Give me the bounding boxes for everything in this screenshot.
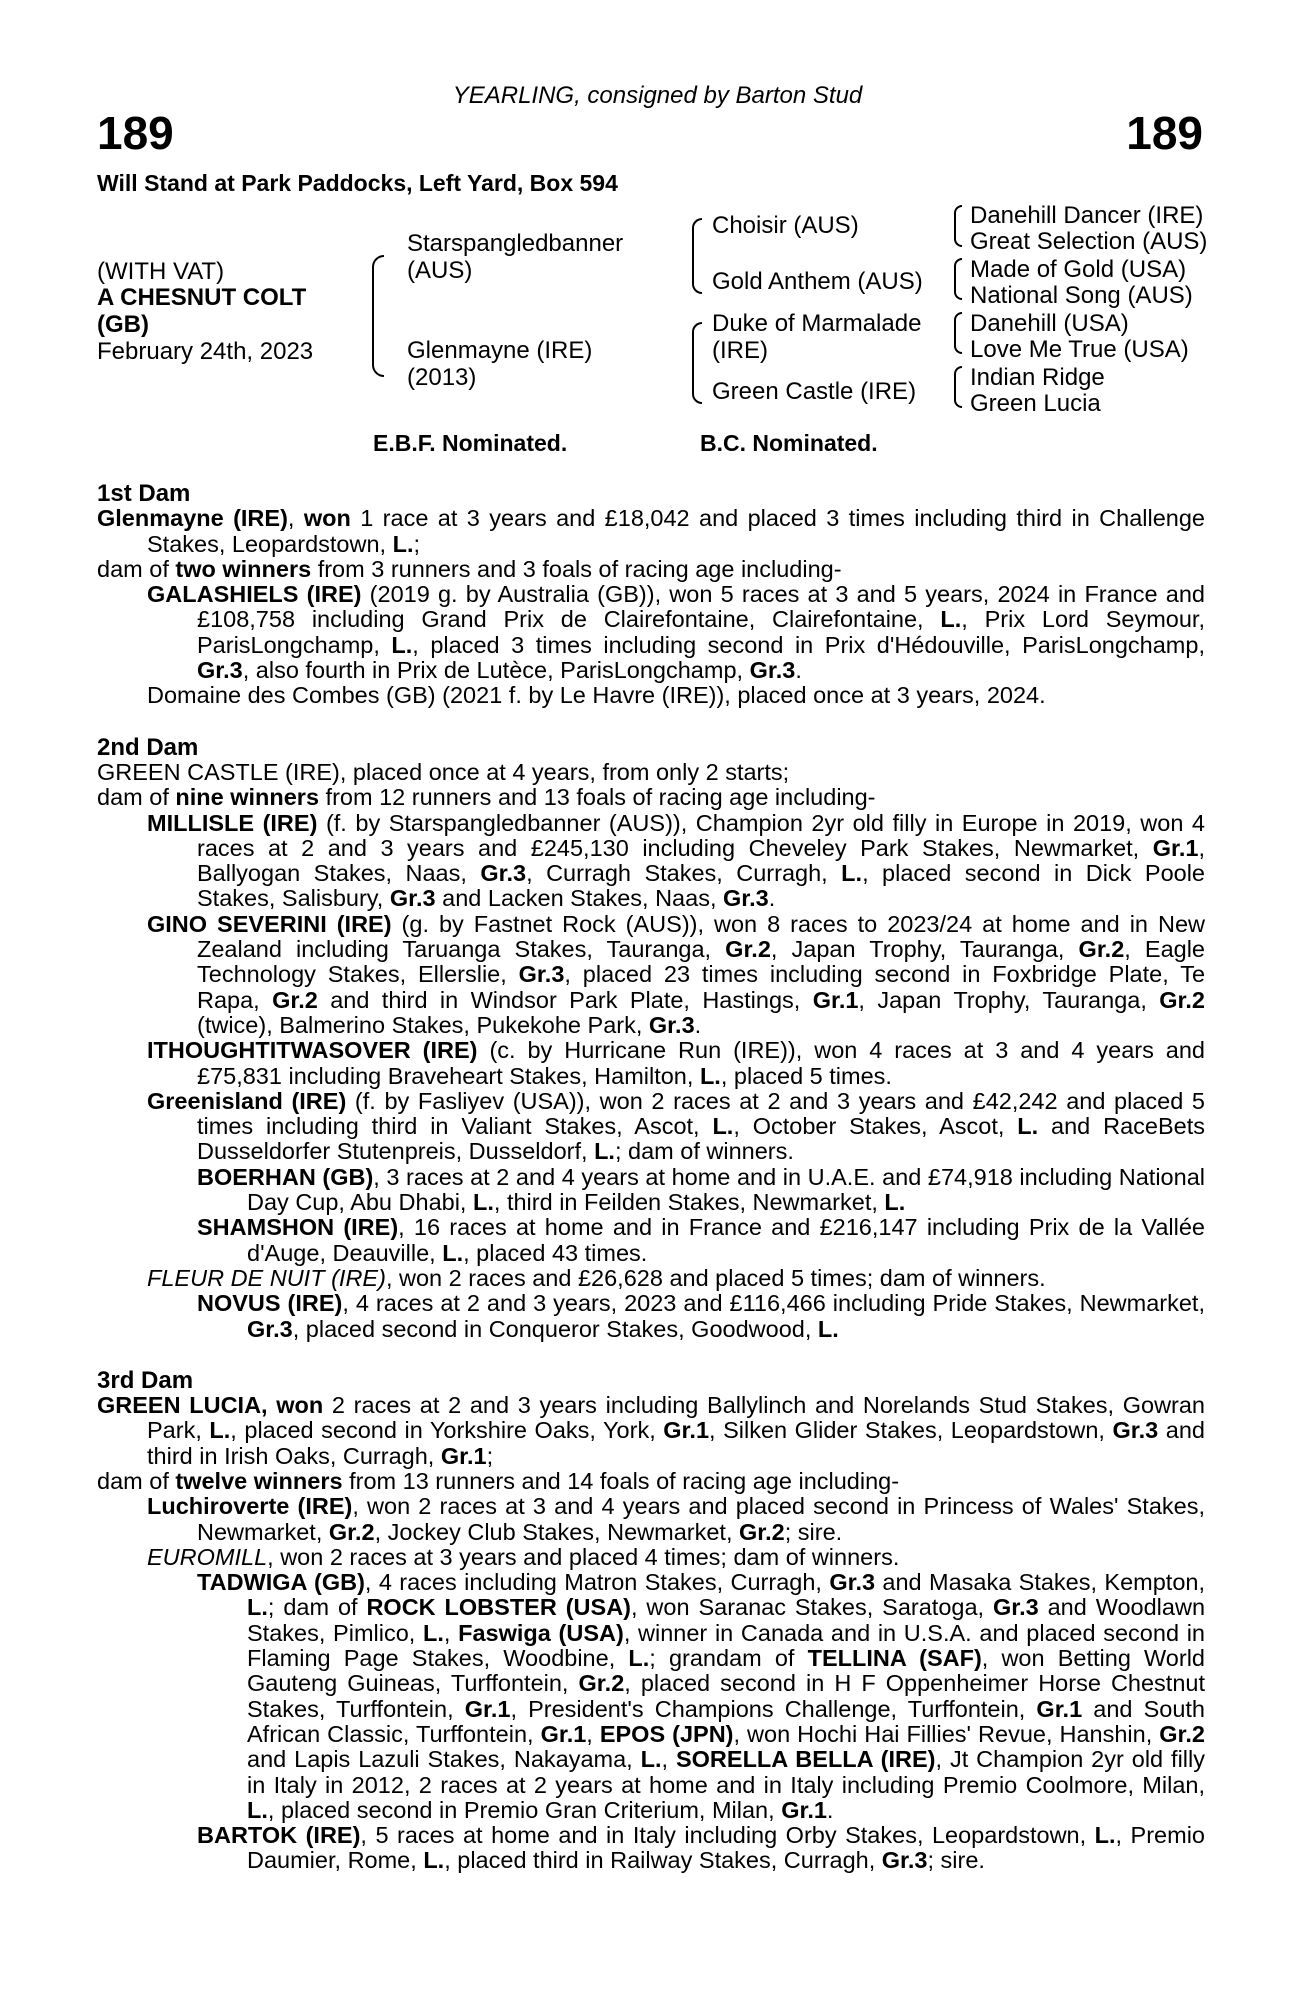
bracket-dam-parents [692,322,702,404]
sire-dam: Gold Anthem (AUS) [712,268,923,295]
third-dam-heading: 3rd Dam [97,1366,194,1394]
second-dam-produce-summary: dam of nine winners from 12 runners and 13 foals of racing age including- [97,784,876,811]
produce-shamshon: SHAMSHON (IRE), 16 races at home and in France and £216,147 including Prix de la Vallée d'Auge, Deauville, L., placed 43 times. [197,1214,1205,1266]
ebf-nominated: E.B.F. Nominated. [373,430,568,456]
family-details [97,481,1205,1874]
horse-country: (GB) [97,311,149,338]
third-dam-produce-summary: dam of twelve winners from 13 runners and 14 foals of racing age including- [97,1467,900,1494]
consignment-title: YEARLING, consigned by Barton Stud [452,82,863,109]
produce-galashiels: GALASHIELS (IRE) (2019 g. by Australia (GB)), won 5 races at 3 and 5 years, 2024 in France and £108,758 including Grand Prix de Clairefontaine, Clairefontaine, L., Prix Lord Seymour, ParisLongchamp, L., placed 3 times including second in Prix d'Hédouville, ParisLongchamp, Gr.3, also fourth in Prix de Lutèce, ParisLongchamp, Gr.3. [147,581,1205,684]
gg-dsd: Love Me True (USA) [970,336,1189,363]
gg-dss: Danehill (USA) [970,310,1129,337]
sire: Starspangledbanner [407,230,624,257]
produce-bartok: BARTOK (IRE), 5 races at home and in Italy including Orby Stakes, Leopardstown, L., Premio Daumier, Rome, L., placed third in Railway Stakes, Curragh, Gr.3; sire. [197,1822,1205,1874]
produce-euromill: EUROMILL, won 2 races at 3 years and placed 4 times; dam of winners. [147,1543,900,1570]
first-dam-produce-summary: dam of two winners from 3 runners and 3 foals of racing age including- [97,555,842,582]
horse-dob: February 24th, 2023 [97,338,314,365]
vat-note: (WITH VAT) [97,258,225,285]
dam-sire-country: (IRE) [712,337,768,364]
dam: Glenmayne (IRE) [407,337,593,364]
gg-sds: Made of Gold (USA) [970,256,1187,283]
produce-domaine-des-combes: Domaine des Combes (GB) (2021 f. by Le Havre (IRE)), placed once at 3 years, 2024. [147,682,1046,709]
second-dam-record: GREEN CASTLE (IRE), placed once at 4 years, from only 2 starts; [97,758,790,785]
bracket-g4 [954,366,962,408]
bracket-g1 [954,205,962,247]
dam-year: (2013) [407,364,477,391]
bracket-sire-dam [372,255,384,377]
second-dam-heading: 2nd Dam [97,733,199,761]
first-dam-heading: 1st Dam [97,480,191,507]
sire-country: (AUS) [407,257,473,284]
produce-millisle: MILLISLE (IRE) (f. by Starspangledbanner (AUS)), Champion 2yr old filly in Europe in 2019, won 4 races at 2 and 3 years and £245,130 including Cheveley Park Stakes, Newmarket, Gr.1, Ballyogan Stakes, Naas, Gr.3, Curragh Stakes, Curragh, L., placed second in Dick Poole Stakes, Salisbury, Gr.3 and Lacken Stakes, Naas, Gr.3. [147,809,1206,912]
produce-tadwiga: TADWIGA (GB), 4 races including Matron Stakes, Curragh, Gr.3 and Masaka Stakes, Kempton, L.; dam of ROCK LOBSTER (USA), won Saranac Stakes, Saratoga, Gr.3 and Woodlawn Stakes, Pimlico, L., Faswiga (USA), winner in Canada and in U.S.A. and placed second in Flaming Page Stakes, Woodbine, L.; grandam of TELLINA (SAF), won Betting World Gauteng Guineas, Turffontein, Gr.2, placed second in H F Oppenheimer Horse Chestnut Stakes, Turffontein, Gr.1, President's Champions Challenge, Turffontein, Gr.1 and South African Classic, Turffontein, Gr.1, EPOS (JPN), won Hochi Hai Fillies' Revue, Hanshin, Gr.2 and Lapis Lazuli Stakes, Nakayama, L., SORELLA BELLA (IRE), Jt Champion 2yr old filly in Italy in 2012, 2 races at 2 years at home and in Italy including Premio Coolmore, Milan, L., placed second in Premio Gran Criterium, Milan, Gr.1. [197,1569,1206,1823]
gg-sdd: National Song (AUS) [970,282,1193,309]
produce-gino-severini: GINO SEVERINI (IRE) (g. by Fastnet Rock (AUS)), won 8 races to 2023/24 at home and in New Zealand including Taruanga Stakes, Tauranga, Gr.2, Japan Trophy, Tauranga, Gr.2, Eagle Technology Stakes, Ellerslie, Gr.3, placed 23 times including second in Foxbridge Plate, Te Rapa, Gr.2 and third in Windsor Park Plate, Hastings, Gr.1, Japan Trophy, Tauranga, Gr.2 (twice), Balmerino Stakes, Pukekohe Park, Gr.3. [147,910,1206,1038]
bc-nominated: B.C. Nominated. [700,430,878,456]
first-dam-record: Glenmayne (IRE), won 1 race at 3 years and £18,042 and placed 3 times including third in Challenge Stakes, Leopardstown, L.; [97,505,1205,557]
gg-dds: Indian Ridge [970,364,1105,391]
bracket-g3 [954,312,962,354]
bracket-sire-parents [692,218,702,294]
gg-sss: Danehill Dancer (IRE) [970,202,1204,229]
dam-dam: Green Castle (IRE) [712,378,917,405]
produce-boerhan: BOERHAN (GB), 3 races at 2 and 4 years at home and in U.A.E. and £74,918 including National Day Cup, Abu Dhabi, L., third in Feilden Stakes, Newmarket, L. [197,1163,1205,1216]
produce-fleur-de-nuit: FLEUR DE NUIT (IRE), won 2 races and £26,628 and placed 5 times; dam of winners. [147,1264,1046,1291]
stand-location: Will Stand at Park Paddocks, Left Yard, Box 594 [97,170,618,196]
bracket-g2 [954,258,962,300]
produce-greenisland: Greenisland (IRE) (f. by Fasliyev (USA)), won 2 races at 2 and 3 years and £42,242 and placed 5 times including third in Valiant Stakes, Ascot, L., October Stakes, Ascot, L. and RaceBets Dusseldorfer Stutenpreis, Dusseldorf, L.; dam of winners. [147,1087,1206,1165]
lot-number-right: 189 [1126,107,1203,159]
gg-ssd: Great Selection (AUS) [970,228,1208,255]
horse-name: A CHESNUT COLT [97,284,307,311]
third-dam-record: GREEN LUCIA, won 2 races at 2 and 3 years including Ballylinch and Norelands Stud Stakes, Gowran Park, L., placed second in Yorkshire Oaks, York, Gr.1, Silken Glider Stakes, Leopardstown, Gr.3 and third in Irish Oaks, Curragh, Gr.1; [97,1392,1206,1469]
produce-luchiroverte: Luchiroverte (IRE), won 2 races at 3 and 4 years and placed second in Princess of Wales' Stakes, Newmarket, Gr.2, Jockey Club Stakes, Newmarket, Gr.2; sire. [147,1493,1206,1545]
lot-number-left: 189 [97,107,174,159]
produce-ithoughtitwasover: ITHOUGHTITWASOVER (IRE) (c. by Hurricane Run (IRE)), won 4 races at 3 and 4 years and £75,831 including Braveheart Stakes, Hamilton, L., placed 5 times. [147,1037,1206,1089]
sire-sire: Choisir (AUS) [712,212,859,239]
dam-sire: Duke of Marmalade [712,310,922,337]
produce-novus: NOVUS (IRE), 4 races at 2 and 3 years, 2023 and £116,466 including Pride Stakes, Newmarket, Gr.3, placed second in Conqueror Stakes, Goodwood, L. [197,1290,1205,1342]
gg-ddd: Green Lucia [970,390,1101,417]
